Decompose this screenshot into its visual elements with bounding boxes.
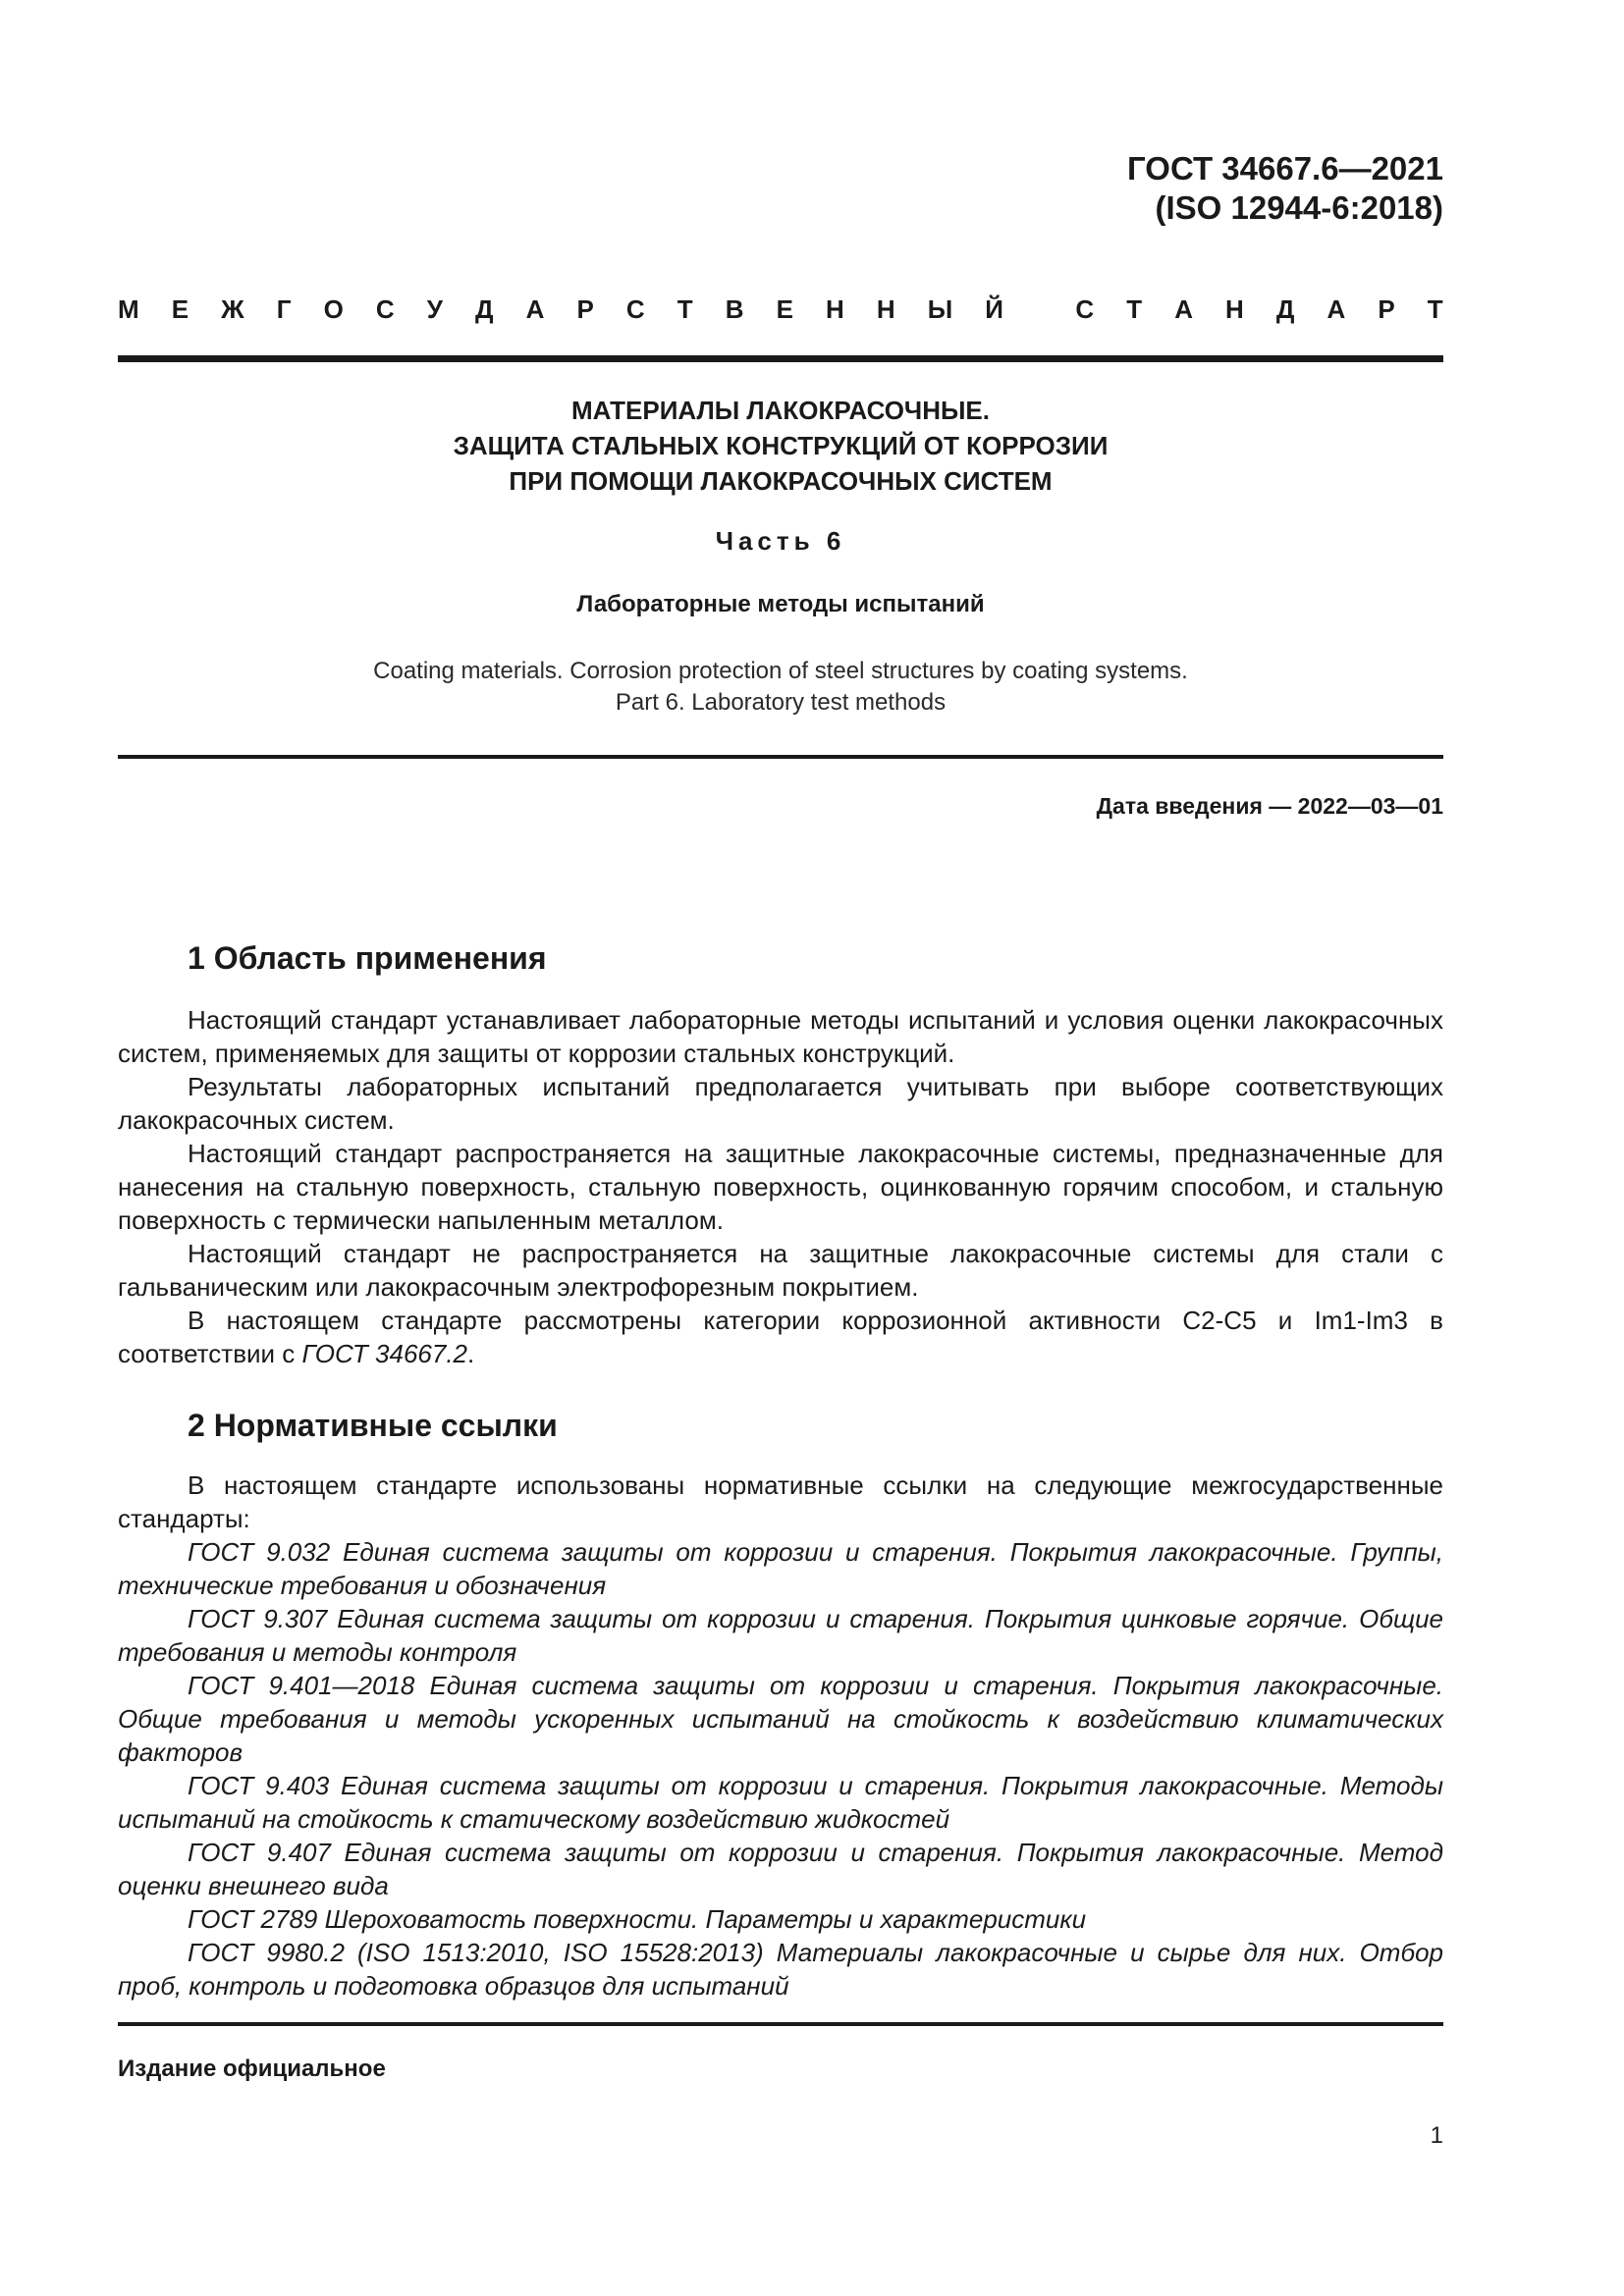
page-number: 1	[1430, 2122, 1443, 2149]
reference-item: ГОСТ 9.407 Единая система защиты от коррозии и старения. Покрытия лакокрасочные. Метод оценки внешнего вида	[118, 1838, 1443, 1900]
english-title	[118, 656, 1443, 719]
paragraph	[118, 1304, 1443, 1370]
reference-item: ГОСТ 9.032 Единая система защиты от коррозии и старения. Покрытия лакокрасочные. Группы, технические требования и обозначения	[118, 1537, 1443, 1600]
iso-reference: (ISO 12944-6:2018)	[1155, 189, 1443, 226]
heading-letter: Г	[276, 294, 292, 324]
reference-item: ГОСТ 9.307 Единая система защиты от коррозии и старения. Покрытия цинковые горячие. Общие требования и методы контроля	[118, 1604, 1443, 1667]
title-line-2: ЗАЩИТА СТАЛЬНЫХ КОНСТРУКЦИЙ ОТ КОРРОЗИИ	[453, 431, 1109, 460]
heading-letter: Р	[1378, 294, 1395, 324]
section-2-heading: 2 Нормативные ссылки	[188, 1408, 558, 1443]
section-1-heading: 1 Область применения	[188, 940, 547, 976]
heading-letter: Н	[826, 294, 844, 324]
heading-letter: М	[118, 294, 139, 324]
heading-letter: Т	[677, 294, 693, 324]
reference-item: ГОСТ 2789 Шероховатость поверхности. Параметры и характеристики	[188, 1904, 1087, 1934]
heading-letter: Ы	[927, 294, 953, 324]
letter-gap	[1036, 294, 1043, 325]
title-line-1: МАТЕРИАЛЫ ЛАКОКРАСОЧНЫЕ.	[571, 396, 990, 425]
reference-item: ГОСТ 9980.2 (ISO 1513:2010, ISO 15528:2013) Материалы лакокрасочные и сырье для них. Отбор проб, контроль и подготовка образцов для испытаний	[118, 1938, 1443, 2001]
section-2-body	[118, 1468, 1443, 2002]
heading-letter: Р	[576, 294, 594, 324]
heading-letter: А	[1174, 294, 1193, 324]
heading-letter: С	[375, 294, 395, 324]
heading-letter: А	[1326, 294, 1346, 324]
heading-letter: Й	[985, 294, 1003, 324]
title-rule	[118, 755, 1443, 759]
paragraph: Настоящий стандарт распространяется на защитные лакокрасочные системы, предназначенные для нанесения на стальную поверхность, стальную поверхность, оцинкованную горячим способом, и стальную поверхность с термически напыленным металлом.	[118, 1139, 1443, 1235]
heading-letter: Е	[171, 294, 189, 324]
paragraph: Настоящий стандарт устанавливает лабораторные методы испытаний и условия оценки лакокрасочных систем, применяемых для защиты от коррозии стальных конструкций.	[118, 1005, 1443, 1068]
section-1-body	[118, 1003, 1443, 1370]
heading-letter: Т	[1126, 294, 1143, 324]
official-edition-label: Издание официальное	[118, 2056, 386, 2082]
heading-letter: В	[725, 294, 744, 324]
standard-reference: ГОСТ 34667.2	[301, 1339, 468, 1368]
heading-letter: Д	[1275, 294, 1295, 324]
standard-code	[1127, 149, 1443, 228]
heading-letter: Д	[475, 294, 494, 324]
paragraph: Настоящий стандарт не распространяется на защитные лакокрасочные системы для стали с гальваническим или лакокрасочным электрофорезным покрытием.	[118, 1239, 1443, 1302]
heading-letter: А	[525, 294, 545, 324]
standard-kind-heading	[118, 294, 1443, 325]
standard-number: ГОСТ 34667.6—2021	[1127, 150, 1443, 187]
top-rule	[118, 355, 1443, 362]
heading-letter: О	[323, 294, 344, 324]
heading-letter: Т	[1427, 294, 1443, 324]
reference-item: ГОСТ 9.401—2018 Единая система защиты от коррозии и старения. Покрытия лакокрасочные. Общие требования и методы ускоренных испытаний на стойкость к воздействию климатических факторов	[118, 1671, 1443, 1767]
heading-letter: Н	[876, 294, 895, 324]
heading-letter: С	[625, 294, 645, 324]
introduction-date: Дата введения — 2022—03—01	[1096, 793, 1443, 819]
heading-letter: Е	[776, 294, 793, 324]
paragraph: В настоящем стандарте использованы нормативные ссылки на следующие межгосударственные стандарты:	[118, 1470, 1443, 1533]
paragraph-text: В настоящем стандарте рассмотрены категории коррозионной активности С2-С5 и Im1-Im3 в соответствии с	[118, 1306, 1443, 1368]
part-subtitle: Лабораторные методы испытаний	[576, 591, 985, 617]
heading-letter: Ж	[221, 294, 244, 324]
footer-rule	[118, 2022, 1443, 2026]
english-title-line-1: Coating materials. Corrosion protection of steel structures by coating systems.	[373, 658, 1188, 684]
heading-letter: Н	[1225, 294, 1244, 324]
paragraph-end: .	[467, 1339, 475, 1368]
part-label: Часть 6	[715, 526, 846, 556]
title-line-3: ПРИ ПОМОЩИ ЛАКОКРАСОЧНЫХ СИСТЕМ	[509, 466, 1053, 496]
document-title	[118, 393, 1443, 499]
heading-letter: У	[426, 294, 443, 324]
english-title-line-2: Part 6. Laboratory test methods	[615, 689, 947, 716]
paragraph: Результаты лабораторных испытаний предполагается учитывать при выборе соответствующих лакокрасочных систем.	[118, 1072, 1443, 1135]
heading-letter: С	[1075, 294, 1095, 324]
reference-item: ГОСТ 9.403 Единая система защиты от коррозии и старения. Покрытия лакокрасочные. Методы испытаний на стойкость к статическому воздействию жидкостей	[118, 1771, 1443, 1834]
